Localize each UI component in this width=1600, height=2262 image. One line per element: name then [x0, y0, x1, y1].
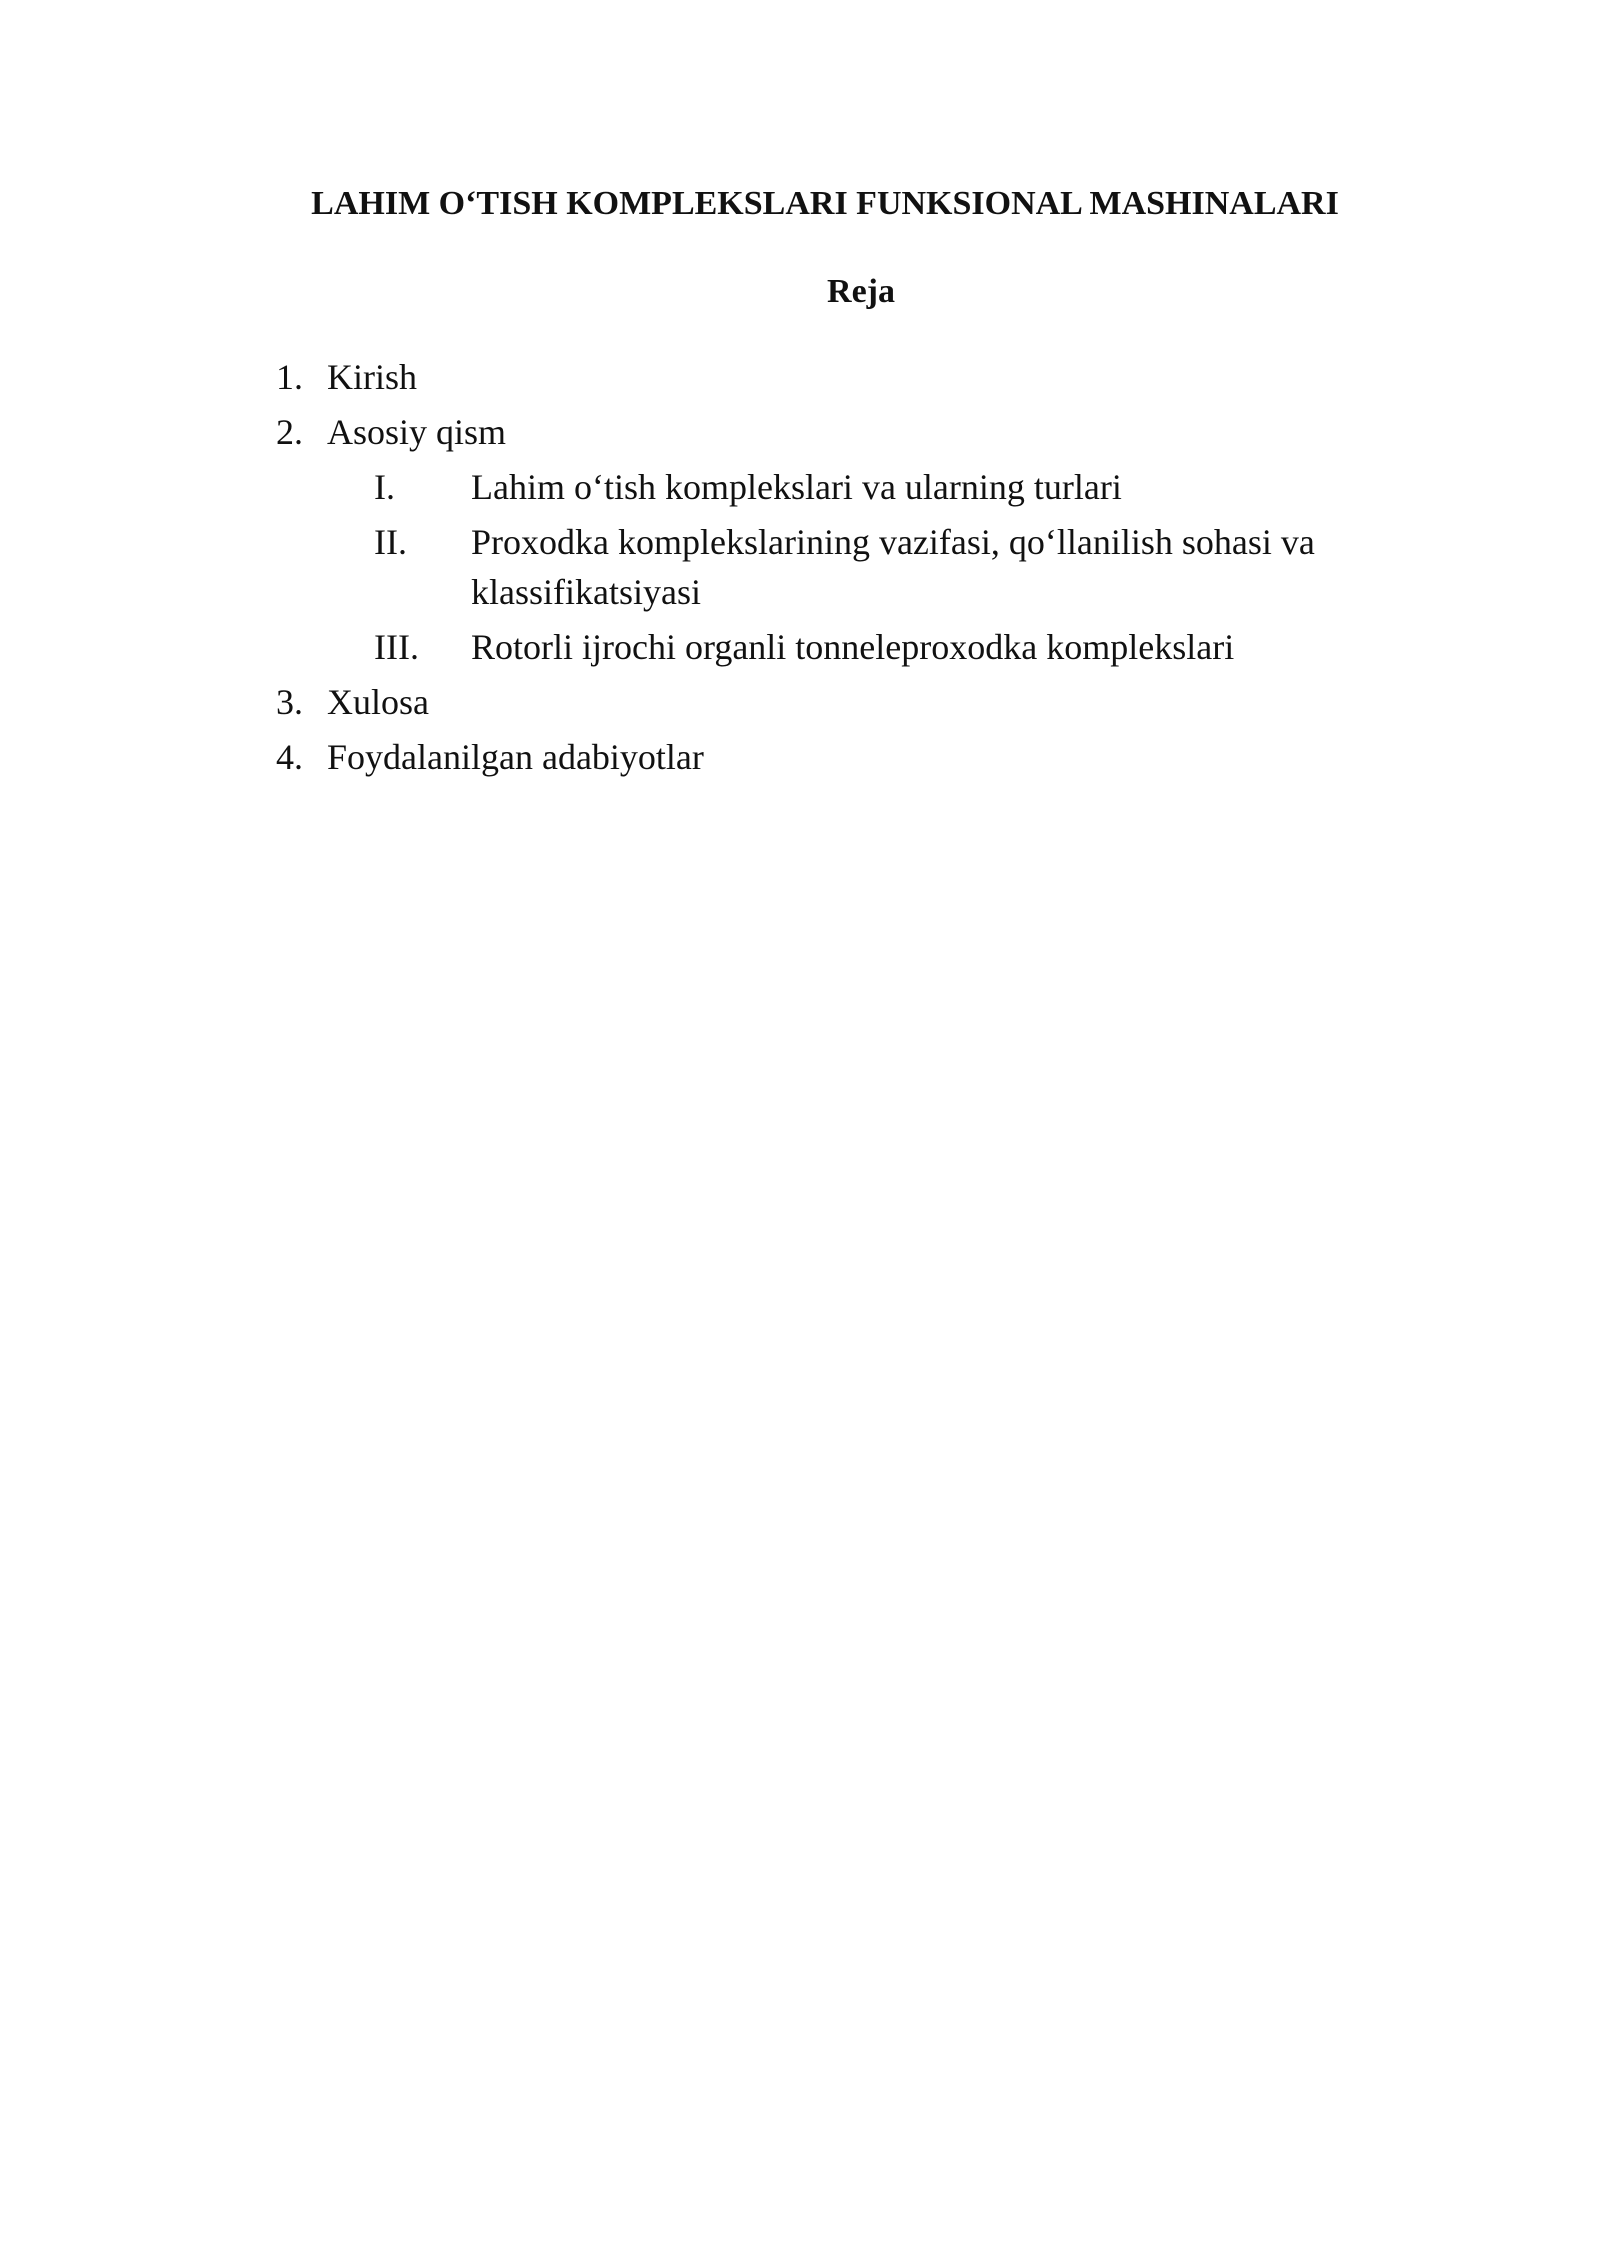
- sub-list-item: [0, 622, 1600, 677]
- sub-list-item-text: Rotorli ijrochi organli tonneleproxodka komplekslari: [471, 627, 1235, 667]
- sub-list-item-text: Proxodka komplekslarining vazifasi, qo‘llanilish sohasi va klassifikatsiyasi: [471, 522, 1315, 612]
- plan-heading: Reja: [827, 273, 895, 310]
- page-title: LAHIM O‘TISH KOMPLEKSLARI FUNKSIONAL MASHINALARI: [311, 185, 1339, 222]
- list-item: [0, 407, 1600, 462]
- list-item-number: 2.: [276, 412, 303, 452]
- list-item-number: 3.: [276, 682, 303, 722]
- sub-list-item-number: I.: [374, 467, 395, 507]
- list-item-text: Asosiy qism: [327, 412, 507, 452]
- list-item-text: Xulosa: [327, 682, 429, 722]
- list-item-text: Kirish: [327, 357, 417, 397]
- sub-list-item-number: II.: [374, 522, 407, 562]
- list-item: [0, 732, 1600, 787]
- sub-list-item-number: III.: [374, 627, 419, 667]
- list-item-number: 4.: [276, 737, 303, 777]
- list-item: [0, 352, 1600, 407]
- sub-list-item-text: Lahim o‘tish komplekslari va ularning turlari: [471, 467, 1122, 507]
- plan-list: [0, 352, 1600, 787]
- sub-list-item: [0, 462, 1600, 517]
- list-item: [0, 677, 1600, 732]
- list-item-text: Foydalanilgan adabiyotlar: [327, 737, 704, 777]
- list-item-number: 1.: [276, 357, 303, 397]
- sub-list-item: [0, 517, 1600, 622]
